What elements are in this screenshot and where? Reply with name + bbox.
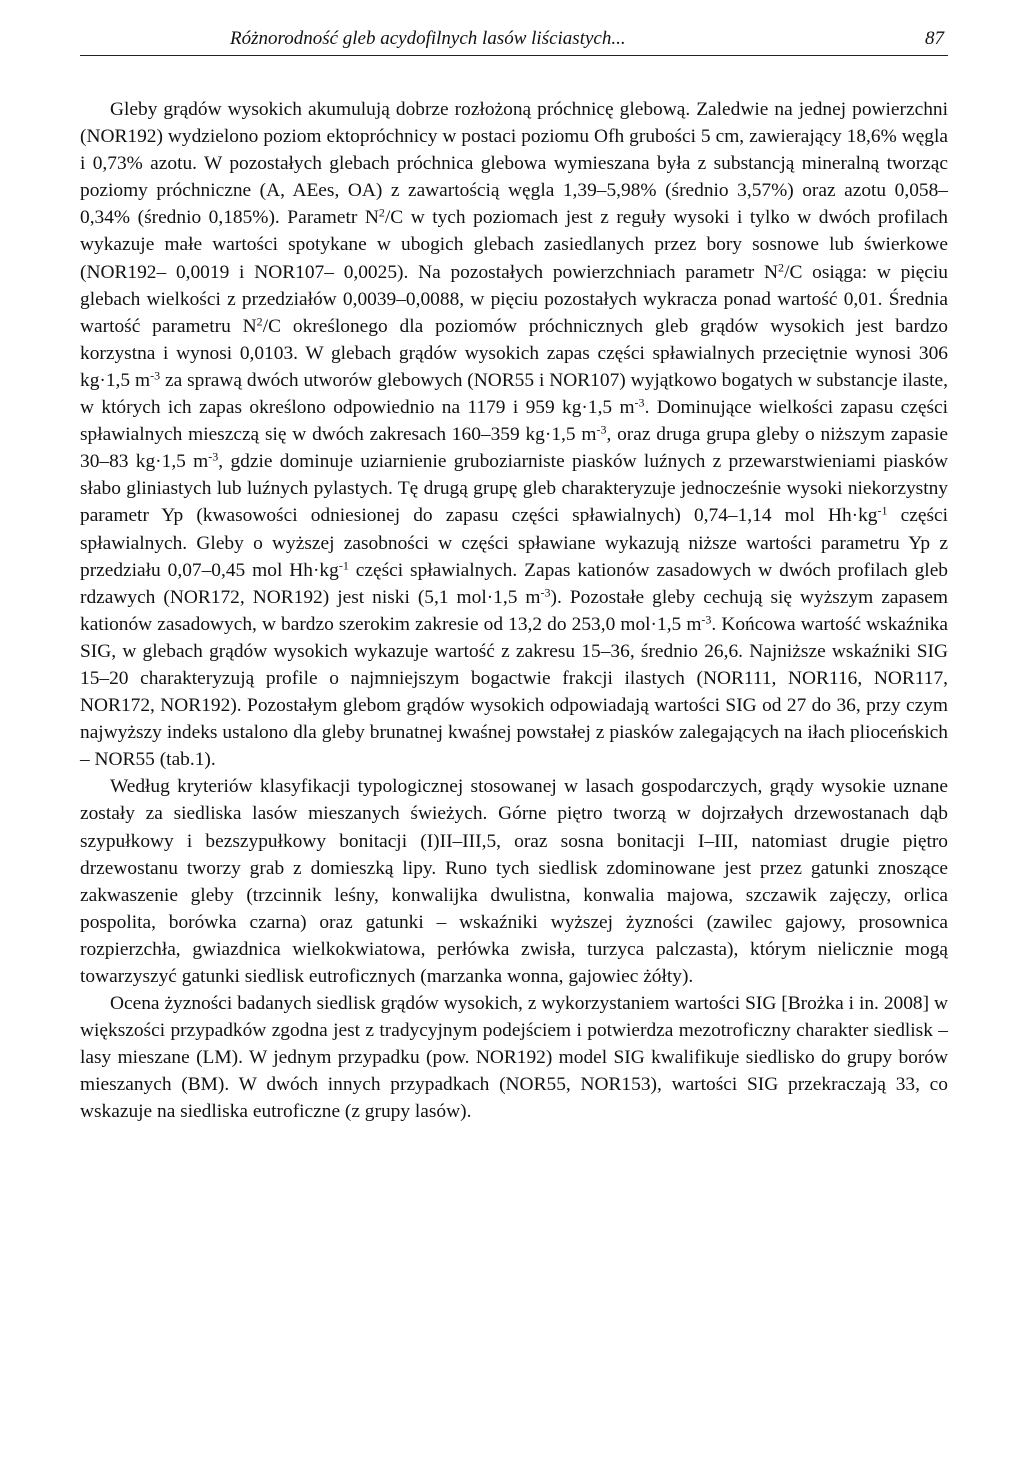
text-run: /C osiąga: w pięciu glebach wielkości z przedziałów 0,0039–0,0088, w pięciu pozostałych wykracza ponad wartość 0,01. Średnia wartość parametru N <box>80 261 948 337</box>
superscript: 2 <box>256 314 263 329</box>
body-text <box>80 96 948 1126</box>
superscript: -1 <box>877 503 888 518</box>
text-run: , gdzie dominuje uziarnienie gruboziarniste piasków luźnych z przewarstwieniami piasków słabo gliniastych lub luźnych pylastych. Tę drugą grupę gleb charakteryzuje jednocześnie wysoki niekorzystny parametr Yp (kwasowości odniesionej do zapasu części spławialnych) 0,74–1,14 mol Hh·kg <box>80 451 949 527</box>
superscript: 2 <box>778 259 785 274</box>
text-run: . Dominujące wielkości zapasu części spławialnych mieszczą się w dwóch zakresach 160–359 kg·1,5 m <box>80 397 948 446</box>
body-paragraph <box>80 96 948 773</box>
text-run: ). Pozostałe gleby cechują się wyższym zapasem kationów zasadowych, w bardzo szerokim zakresie od 13,2 do 253,0 mol·1,5 m <box>80 586 948 635</box>
page-number: 87 <box>925 28 944 49</box>
text-run: , oraz druga grupa gleby o niższym zapasie 30–83 kg·1,5 m <box>80 424 948 473</box>
superscript: -3 <box>596 422 607 437</box>
text-run: /C w tych poziomach jest z reguły wysoki i tylko w dwóch profilach wykazuje małe wartości spotykane w ubogich glebach zasiedlanych przez bory sosnowe lub świerkowe (NOR192– 0,0019 i NOR107– 0,0025). Na pozostałych powierzchniach parametr N <box>80 207 948 283</box>
text-run: /C określonego dla poziomów próchnicznych gleb grądów wysokich jest bardzo korzystna i wynosi 0,0103. W glebach grądów wysokich zapas części spławialnych przeciętnie wynosi 306 kg·1,5 m <box>80 315 948 391</box>
body-paragraph <box>80 773 948 990</box>
text-run: . Końcowa wartość wskaźnika SIG, w glebach grądów wysokich wykazuje wartość z zakresu 15–36, średnio 26,6. Najniższe wskaźniki SIG 15–20 charakteryzują profile o najmniejszym bogactwie frakcji ilastych (NOR111, NOR116, NOR117, NOR172, NOR192). Pozostałym glebom grądów wysokich odpowiadają wartości SIG od 27 do 36, przy czym najwyższy indeks ustalono dla gleby brunatnej kwaśnej powstałej z piasków zalegających na iłach plioceńskich – NOR55 (tab.1). <box>80 613 948 771</box>
superscript: -3 <box>634 395 645 410</box>
body-paragraph <box>80 990 948 1125</box>
text-run: Gleby grądów wysokich akumulują dobrze rozłożoną próchnicę glebową. Zaledwie na jednej powierzchni (NOR192) wydzielono poziom ektopróchnicy w postaci poziomu Ofh grubości 5 cm, zawierający 18,6% węgla i 0,73% azotu. W pozostałych glebach próchnica glebowa wymieszana była z substancją mineralną tworząc poziomy próchniczne (A, AEes, OA) z zawartością węgla 1,39–5,98% (średnio 3,57%) oraz azotu 0,058–0,34% (średnio 0,185%). Parametr N <box>80 99 948 229</box>
text-run: Ocena żyzności badanych siedlisk grądów wysokich, z wykorzystaniem wartości SIG [Brożka i in. 2008] w większości przypadków zgodna jest z tradycyjnym podejściem i potwierdza mezotroficzny charakter siedlisk – lasy mieszane (LM). W jednym przypadku (pow. NOR192) model SIG kwalifikuje siedlisko do grupy borów mieszanych (BM). W dwóch innych przypadkach (NOR55, NOR153), wartości SIG przekraczają 33, co wskazuje na siedliska eutroficzne (z grupy lasów). <box>80 993 948 1123</box>
superscript: -3 <box>150 368 161 383</box>
superscript: -3 <box>540 585 551 600</box>
text-run: części spławialnych. Zapas kationów zasadowych w dwóch profilach gleb rdzawych (NOR172, NOR192) jest niski (5,1 mol·1,5 m <box>80 559 948 608</box>
page <box>80 28 948 1126</box>
text-run: za sprawą dwóch utworów glebowych (NOR55 i NOR107) wyjątkowo bogatych w substancje ilaste, w których ich zapas określono odpowiednio na 1179 i 959 kg·1,5 m <box>80 369 948 419</box>
running-title: Różnorodność gleb acydofilnych lasów liściastych... <box>230 28 626 49</box>
text-run: Według kryteriów klasyfikacji typologicznej stosowanej w lasach gospodarczych, grądy wysokie uznane zostały za siedliska lasów mieszanych świeżych. Górne piętro tworzą w dojrzałych drzewostanach dąb szypułkowy i bezszypułkowy bonitacji (I)II–III,5, oraz sosna bonitacji I–III, natomiast drugie piętro drzewostanu tworzy grab z domieszką lipy. Runo tych siedlisk zdominowane jest przez gatunki znoszące zakwaszenie gleby (trzcinnik leśny, konwalijka dwulistna, konwalia majowa, szczawik zajęczy, orlica pospolita, borówka czarna) oraz gatunki – wskaźniki wyższej żyzności (zawilec gajowy, prosownica rozpierzchła, gwiazdnica wielkokwiatowa, perłówka zwisła, turzyca palczasta), którym nielicznie mogą towarzyszyć gatunki siedlisk eutroficznych (marzanka wonna, gajowiec żółty). <box>80 776 948 987</box>
text-run: części spławialnych. Gleby o wyższej zasobności w części spławiane wykazują niższe wartości parametru Yp z przedziału 0,07–0,45 mol Hh·kg <box>80 505 948 581</box>
superscript: -3 <box>701 612 712 627</box>
superscript: 2 <box>378 205 385 220</box>
superscript: -3 <box>208 449 219 464</box>
superscript: -1 <box>338 557 349 572</box>
running-header <box>80 28 948 56</box>
